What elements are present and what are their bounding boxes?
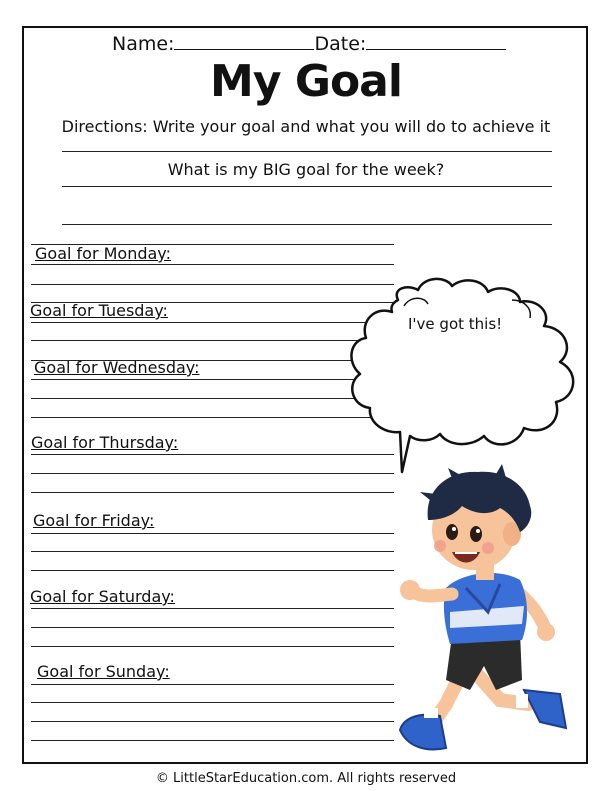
goal-label-thursday: Goal for Thursday: (31, 433, 179, 452)
date-label: Date: (314, 33, 367, 55)
copyright-footer: © LittleStarEducation.com. All rights reserved (155, 771, 457, 786)
goal-label-sunday: Goal for Sunday: (37, 662, 170, 681)
goal-label-wednesday: Goal for Wednesday: (34, 358, 200, 377)
goal-label-tuesday: Goal for Tuesday: (30, 301, 168, 320)
big-goal-question: What is my BIG goal for the week? (167, 160, 445, 179)
goal-label-monday: Goal for Monday: (35, 244, 171, 263)
running-boy-image (400, 464, 566, 749)
goal-label-friday: Goal for Friday: (33, 511, 155, 530)
directions-text: Directions: Write your goal and what you will do to achieve it (61, 117, 551, 136)
speech-bubble-text: I've got this! (408, 315, 503, 333)
goal-label-saturday: Goal for Saturday: (30, 587, 175, 606)
speech-bubble (351, 279, 573, 472)
name-label: Name: (112, 33, 175, 55)
page-title: My Goal (210, 56, 402, 107)
